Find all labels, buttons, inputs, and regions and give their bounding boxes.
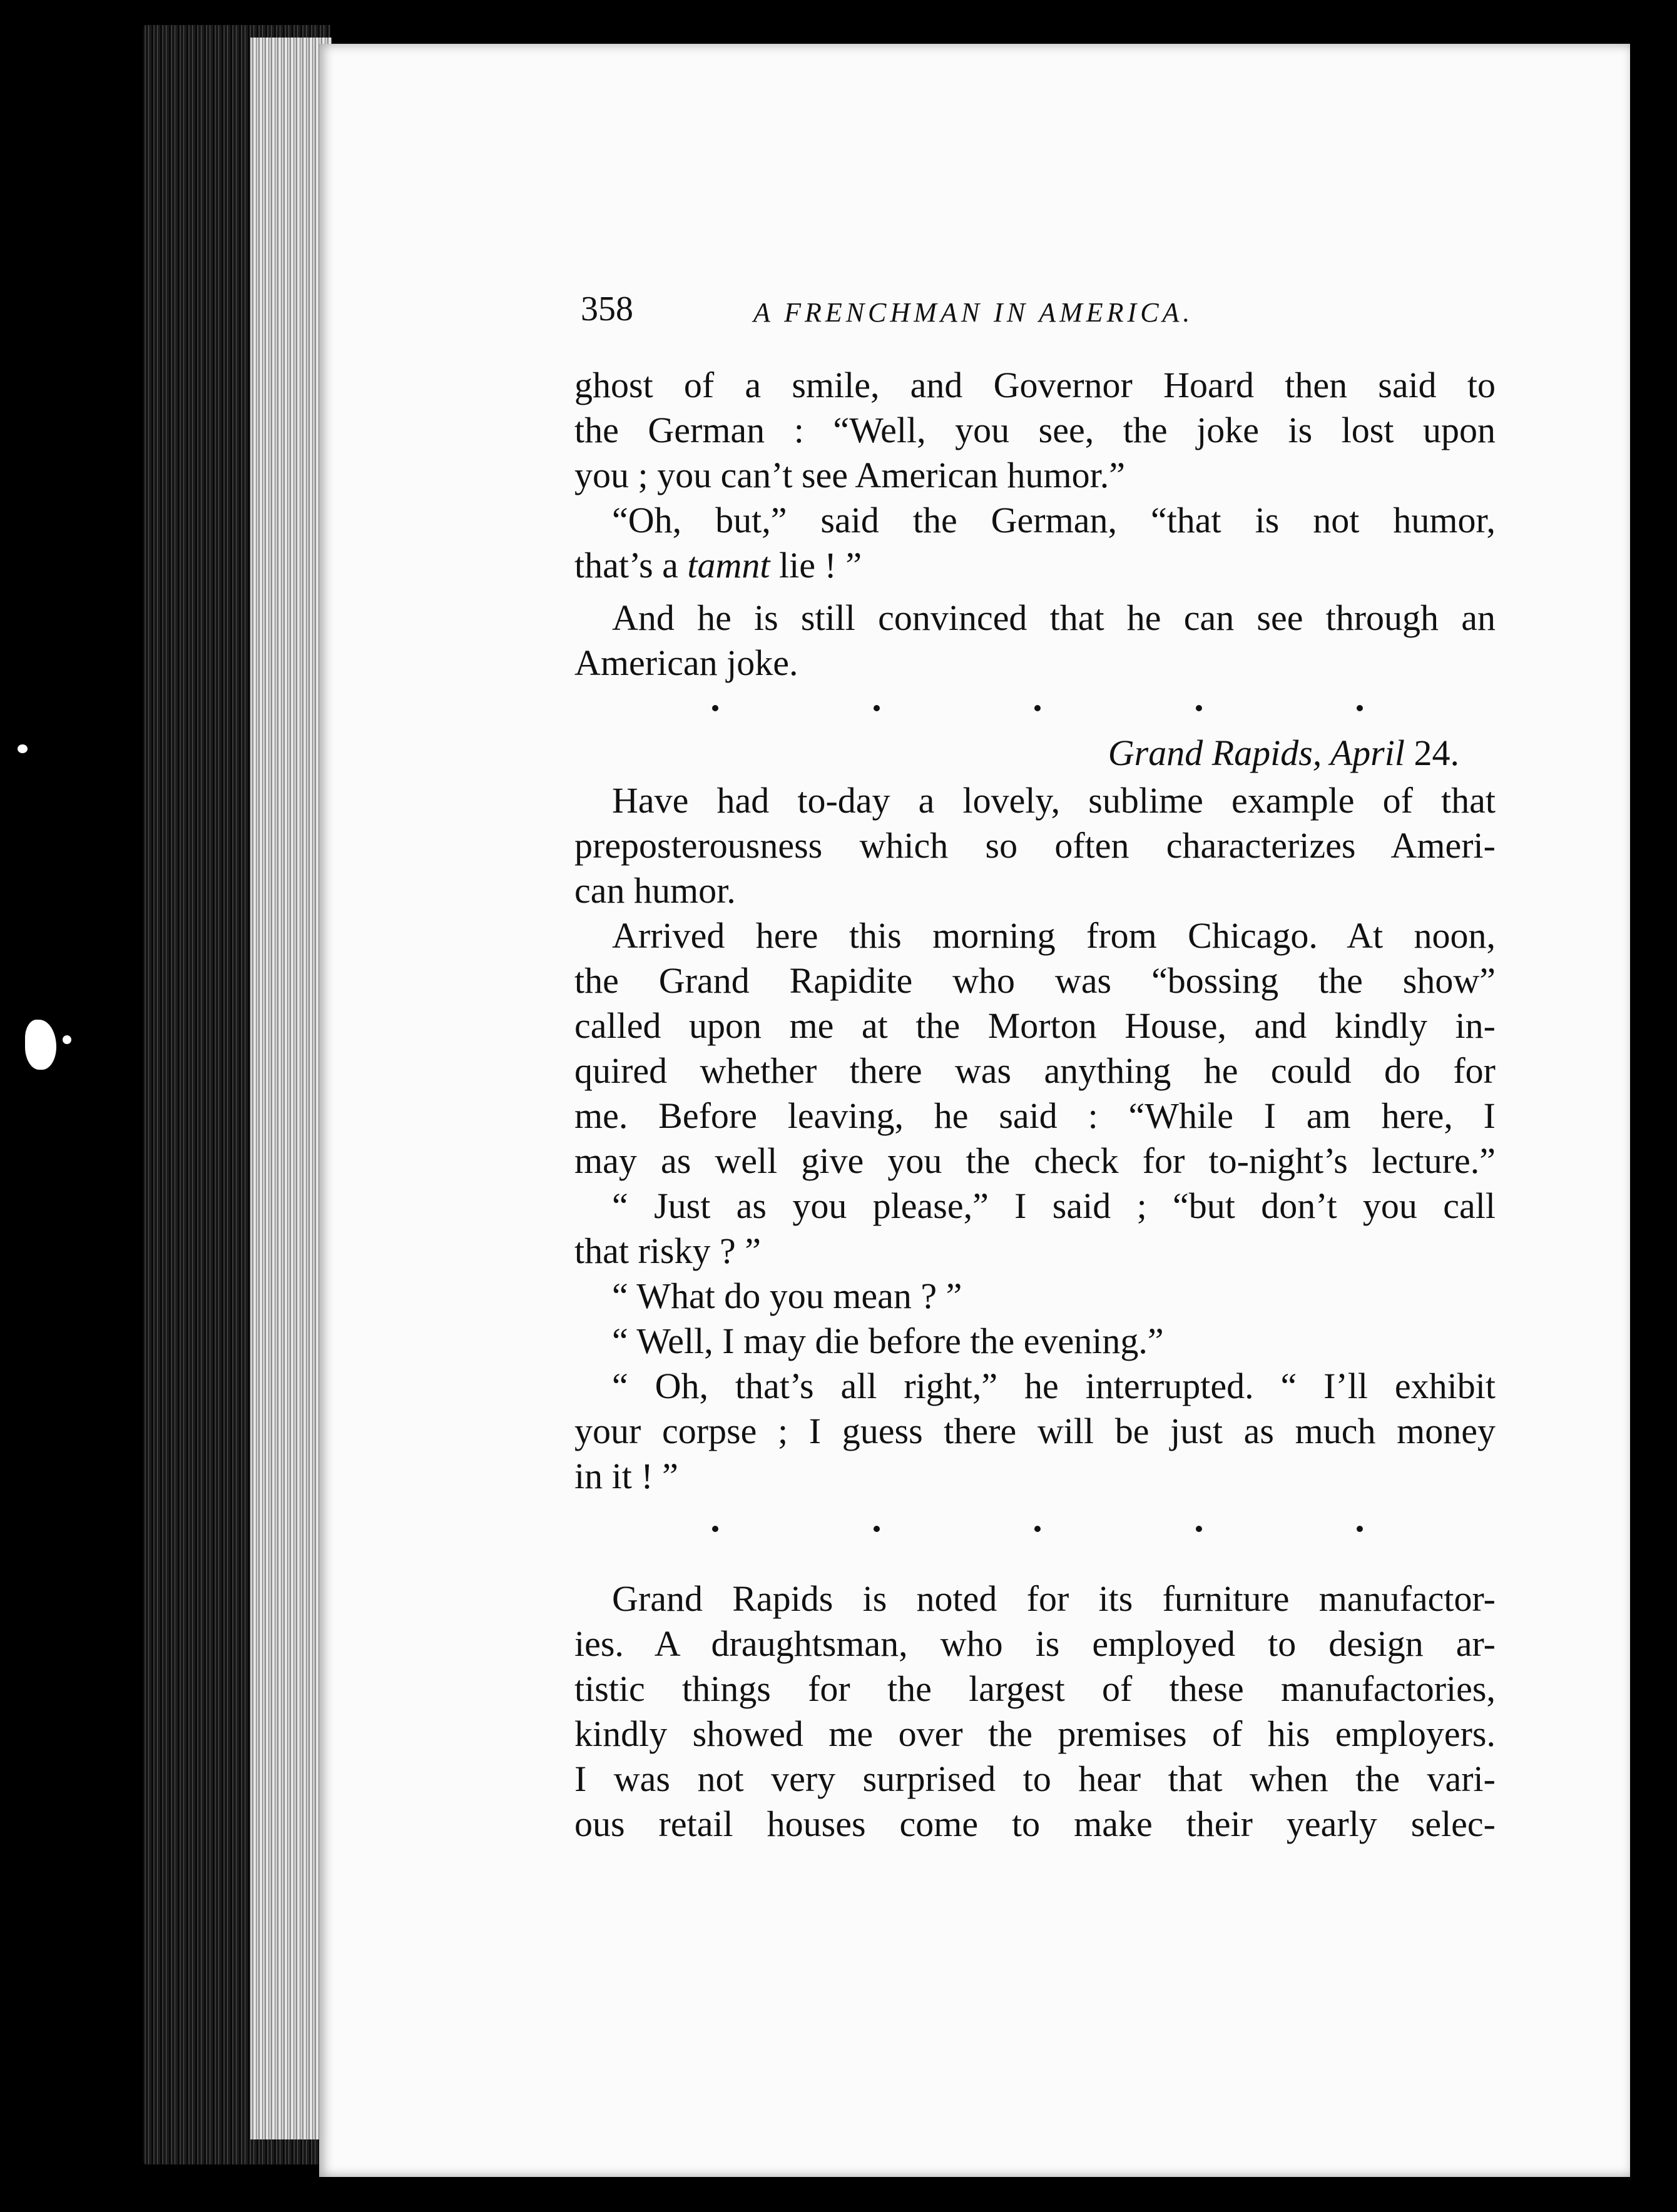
scan-speck bbox=[63, 1035, 71, 1044]
text-line: “ What do you mean ? ” bbox=[612, 1276, 962, 1316]
text-line: that risky ? ” bbox=[574, 1230, 761, 1271]
scan-speck bbox=[18, 744, 28, 753]
ellipsis-dot bbox=[1357, 1526, 1363, 1532]
italic-word: tamnt bbox=[687, 545, 770, 586]
text-line: Grand Rapids is noted for its furniture manufactor- bbox=[612, 1578, 1496, 1619]
section-break-dots bbox=[712, 1506, 1363, 1551]
text-line: tistic things for the largest of these manufactories, bbox=[574, 1668, 1496, 1709]
text-line: “ Oh, that’s all right,” he interrupted. “ I’ll exhibit bbox=[612, 1366, 1496, 1406]
text-line: quired whether there was anything he could do for bbox=[574, 1050, 1496, 1091]
ellipsis-dot bbox=[1357, 705, 1363, 711]
section-break-dots bbox=[712, 686, 1363, 731]
text-line: can humor. bbox=[574, 870, 736, 911]
paragraph-group bbox=[574, 1576, 1496, 1847]
text-line: And he is still convinced that he can see through an bbox=[612, 597, 1496, 638]
running-title: A FRENCHMAN IN AMERICA. bbox=[753, 297, 1194, 328]
text-line: you ; you can’t see American humor.” bbox=[574, 455, 1125, 495]
text-line: in it ! ” bbox=[574, 1456, 678, 1496]
paragraph-group bbox=[574, 363, 1496, 543]
text-line: me. Before leaving, he said : “While I am here, I bbox=[574, 1095, 1496, 1136]
text-line: your corpse ; I guess there will be just as much money bbox=[574, 1411, 1496, 1451]
text-line: the Grand Rapidite who was “bossing the show” bbox=[574, 960, 1496, 1001]
ellipsis-dot bbox=[874, 705, 880, 711]
text-line: may as well give you the check for to-night’s lecture.” bbox=[574, 1140, 1496, 1181]
ellipsis-dot bbox=[1034, 705, 1041, 711]
running-header bbox=[581, 289, 1307, 339]
text-line: preposterousness which so often characterizes Ameri- bbox=[574, 825, 1496, 866]
text-line: ies. A draughtsman, who is employed to design ar- bbox=[574, 1623, 1496, 1664]
text-line: called upon me at the Morton House, and kindly in- bbox=[574, 1005, 1496, 1046]
text-line: Arrived here this morning from Chicago. At noon, bbox=[612, 915, 1496, 956]
paragraph-group bbox=[574, 596, 1496, 686]
text-line: “ Well, I may die before the evening.” bbox=[612, 1321, 1164, 1361]
text-line: “ Just as you please,” I said ; “but don’t you call bbox=[612, 1185, 1496, 1226]
dateline: Grand Rapids, April 24. bbox=[1108, 733, 1459, 773]
ellipsis-dot bbox=[1196, 705, 1202, 711]
paragraph-group bbox=[574, 778, 1496, 1499]
text-line: kindly showed me over the premises of his employers. bbox=[574, 1713, 1496, 1754]
text-line: “Oh, but,” said the German, “that is not humor, bbox=[612, 500, 1496, 540]
page-number: 358 bbox=[581, 290, 633, 328]
text-line: American joke. bbox=[574, 642, 798, 683]
text-line: ous retail houses come to make their yearly selec- bbox=[574, 1804, 1496, 1844]
text-line: Have had to-day a lovely, sublime example of that bbox=[612, 780, 1496, 821]
text-line: ghost of a smile, and Governor Hoard then said to bbox=[574, 365, 1496, 405]
ellipsis-dot bbox=[712, 705, 718, 711]
ellipsis-dot bbox=[712, 1526, 718, 1532]
text-line: the German : “Well, you see, the joke is lost upon bbox=[574, 410, 1496, 450]
ellipsis-dot bbox=[874, 1526, 880, 1532]
body-text bbox=[574, 363, 1496, 1847]
ellipsis-dot bbox=[1034, 1526, 1041, 1532]
binding-shadow bbox=[1630, 38, 1677, 2177]
text-line: I was not very surprised to hear that when the vari- bbox=[574, 1758, 1496, 1799]
text-line: that’s a tamnt lie ! ” bbox=[574, 545, 862, 586]
ellipsis-dot bbox=[1196, 1526, 1202, 1532]
